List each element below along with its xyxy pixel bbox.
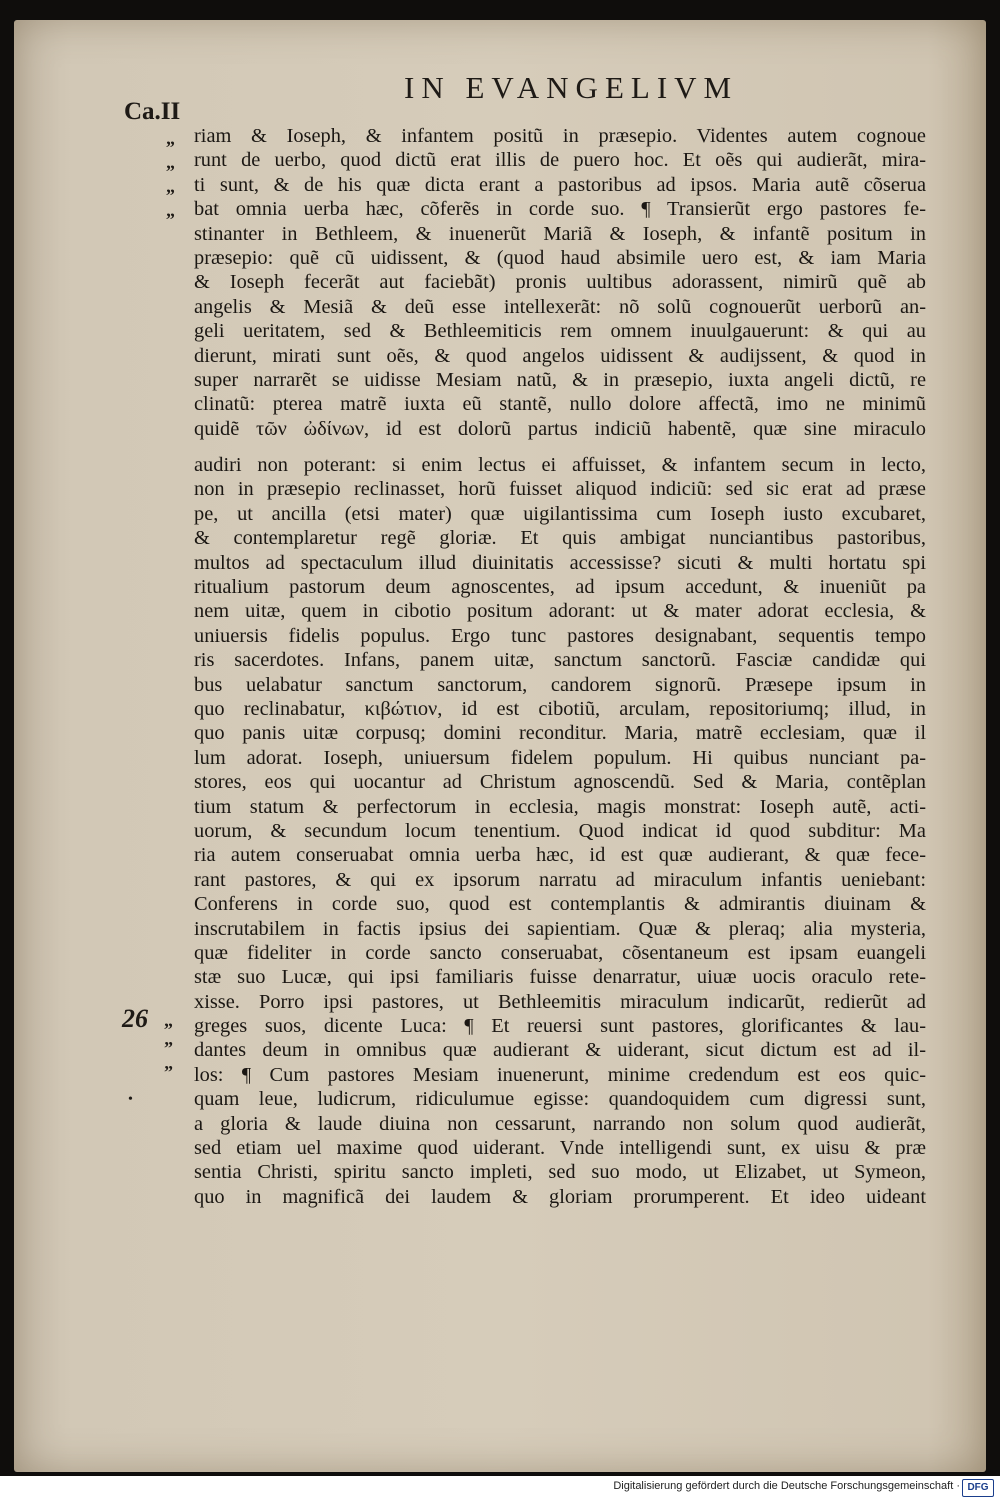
- text-line: quo in magnificã dei laudem & gloriam prorumperent. Et ideo uideant: [194, 1185, 926, 1208]
- text-line: & contemplaretur regẽ gloriæ. Et quis ambigat nunciantibus pastoribus,: [194, 527, 926, 550]
- margin-dot: •: [128, 1092, 133, 1107]
- line-gap: [194, 441, 926, 453]
- text-line: audiri non poterant: si enim lectus ei affuisset, & infantem secum in lecto,: [194, 454, 926, 477]
- text-line: uorum, & secundum locum tenentium. Quod indicat id quod subditur: Ma: [194, 819, 926, 842]
- text-line: ris sacerdotes. Infans, panem uitæ, sanctum sanctorũ. Fasciæ candidæ qui: [194, 649, 926, 672]
- text-line: stinanter in Bethleem, & inuenerũt Mariã & Ioseph, & infantẽ positum in: [194, 222, 926, 245]
- footer-credit: Digitalisierung gefördert durch die Deutsche Forschungsgemeinschaft ·: [613, 1480, 960, 1492]
- text-line: xisse. Porro ipsi pastores, ut Bethleemitis miraculum indicarũt, redierũt ad: [194, 990, 926, 1013]
- text-line: sentia Christi, spiritu sancto impleti, sed suo modo, ut Elizabet, ut Symeon,: [194, 1161, 926, 1184]
- text-line: ti sunt, & de his quæ dicta erant a pastoribus ad ipsos. Maria autẽ cõserua: [194, 173, 926, 196]
- text-line: Conferens in corde suo, quod est contemplantis & admirantis diuinam &: [194, 893, 926, 916]
- margin-quote-mark: ”: [164, 1038, 173, 1058]
- text-line: clinatũ: pterea matrẽ iuxta eũ stantẽ, nullo dolore affectã, imo ne minimũ: [194, 393, 926, 416]
- text-line: los: ¶ Cum pastores Mesiam inuenerunt, minime credendum est eos quic-: [194, 1063, 926, 1086]
- text-line: ria autem conseruabat omnia uerba hæc, id est quæ audierant, & quæ fece-: [194, 844, 926, 867]
- text-line: tium statum & perfectorum in ecclesia, magis monstrat: Ioseph autẽ, acti-: [194, 795, 926, 818]
- text-line: geli ueritatem, sed & Bethleemiticis rem omnem inuulgauerunt: & qui au: [194, 320, 926, 343]
- running-head: IN EVANGELIVM: [404, 70, 739, 105]
- text-line: dierunt, mirati sunt oẽs, & quod angelos uidissent & audijssent, & quod in: [194, 344, 926, 367]
- text-line: super narrarẽt se uidisse Mesiam natũ, & in præsepio, iuxta angeli dictũ, re: [194, 368, 926, 391]
- text-line: runt de uerbo, quod dictũ erat illis de puero hoc. Et oẽs qui audierãt, mira-: [194, 149, 926, 172]
- margin-quote-mark: „: [166, 176, 175, 196]
- footer-bar: [0, 1476, 1000, 1499]
- text-line: nem uitæ, quem in cibotio positum adorant: ut & mater adorat ecclesia, &: [194, 600, 926, 623]
- dfg-logo-icon[interactable]: DFG: [962, 1479, 994, 1497]
- text-line: stæ suo Lucæ, qui ipsi familiaris fuisse denarratur, uiuæ uocis oraculo rete-: [194, 966, 926, 989]
- text-line: riam & Ioseph, & infantem positũ in præsepio. Videntes autem cognoue: [194, 125, 926, 147]
- text-line: greges suos, dicente Luca: ¶ Et reuersi sunt pastores, glorificantes & lau-: [194, 1015, 926, 1038]
- margin-quote-mark: „: [166, 128, 175, 148]
- verse-number: 26: [122, 1004, 148, 1033]
- text-line: quo panis uitæ corpusq; domini reconditur. Maria, matrẽ ecclesiam, quæ il: [194, 722, 926, 745]
- text-line: bat omnia uerba hæc, cõferẽs in corde suo. ¶ Transierũt ergo pastores fe-: [194, 198, 926, 221]
- text-line: quæ fideliter in corde sancto conseruabat, cõsentaneum est ipsam euangeli: [194, 941, 926, 964]
- margin-quote-mark: „: [166, 200, 175, 220]
- body-text: [194, 124, 926, 1209]
- text-line: stores, eos qui uocantur ad Christum agnoscendũ. Sed & Maria, contẽplan: [194, 771, 926, 794]
- text-line: pe, ut ancilla (etsi mater) quæ uigilantissima cum Ioseph iusto excubaret,: [194, 502, 926, 525]
- text-line: bus uelabatur sanctum sanctorum, candorem signorũ. Præsepe ipsum in: [194, 673, 926, 696]
- margin-quote-mark: „: [166, 152, 175, 172]
- text-line: angelis & Mesiã & deũ esse intellexerãt: nõ solũ cognouerũt uerborũ an-: [194, 295, 926, 318]
- text-line: quidẽ τῶν ὠδίνων, id est dolorũ partus indiciũ habentẽ, quæ sine miraculo: [194, 417, 926, 440]
- text-line: uniuersis fidelis populus. Ergo tunc pastores designabant, sequentis tempo: [194, 624, 926, 647]
- text-line: & Ioseph fecerãt aut faciebãt) pronis uultibus adorassent, nimirũ quẽ ab: [194, 271, 926, 294]
- text-line: a gloria & laude diuina non cessarunt, narrando non solum quod audierãt,: [194, 1112, 926, 1135]
- text-line: rant pastores, & qui ex ipsorum narratu ad miraculum infantis ueniebant:: [194, 868, 926, 891]
- text-line: non in præsepio reclinasset, horũ fuisset aliquod indiciũ: sed sic erat ad præse: [194, 478, 926, 501]
- margin-quote-mark: „: [164, 1010, 173, 1030]
- text-line: lum adorat. Ioseph, uniuersum fidelem populum. Hi quibus nunciant pa-: [194, 746, 926, 769]
- text-line: sed etiam uel maxime quod uiderant. Vnde intelligendi sunt, ex uisu & præ: [194, 1137, 926, 1160]
- text-line: præsepio: quẽ cũ uidissent, & (quod haud absimile uero est, & iam Maria: [194, 246, 926, 269]
- text-line: inscrutabilem in factis ipsius dei sapientiam. Quæ & pleraq; alia mysteria,: [194, 917, 926, 940]
- text-line: quam leue, ludicrum, ridiculumue egisse: quandoquidem cum digressi sunt,: [194, 1088, 926, 1111]
- chapter-mark: Ca.II: [124, 98, 181, 125]
- text-line: multos ad spectaculum illud diuinitatis accessisse? sicuti & multi hortatu spi: [194, 551, 926, 574]
- margin-quote-mark: ”: [164, 1062, 173, 1082]
- text-line: dantes deum in omnibus quæ audierant & uiderant, sicut dictum est ad il-: [194, 1039, 926, 1062]
- text-line: quo reclinabatur, κιβώτιον, id est cibotiũ, arculam, repositoriumq; illud, in: [194, 697, 926, 720]
- text-line: ritualium pastorum deum agnoscentes, ad ipsum accedunt, & inueniũt pa: [194, 576, 926, 599]
